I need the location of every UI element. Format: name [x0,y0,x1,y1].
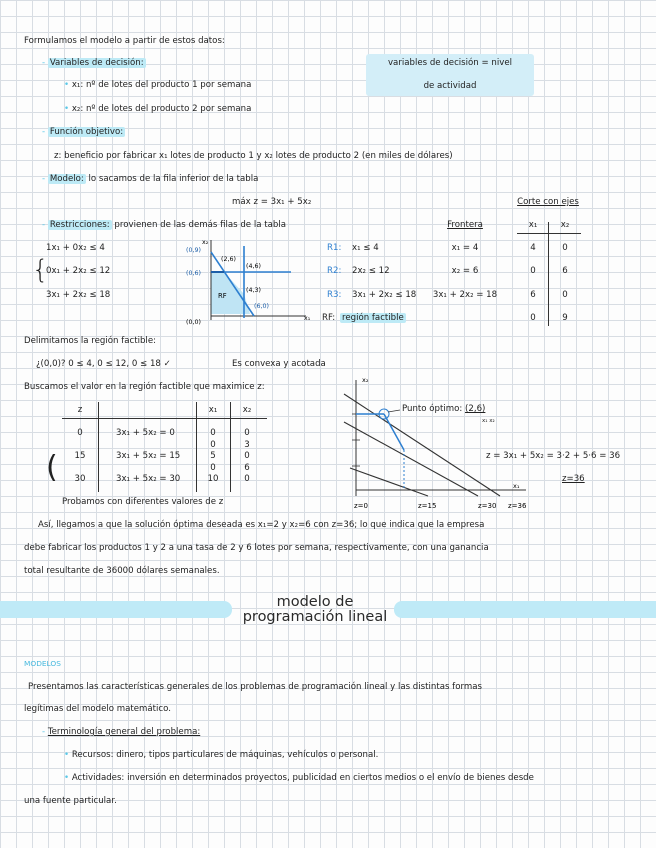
optimal-label-text: Punto óptimo: [402,404,463,414]
rf-text: región factible [342,313,404,323]
feasible-note: Es convexa y acotada [232,359,326,369]
probe-bracket: ( [46,450,58,485]
cuts-header-line [517,233,581,234]
restrictions-brace: { [32,255,49,285]
restriction-3: 3x₁ + 2x₂ ≤ 18 [46,290,111,300]
variable-x2-text: x₂: nº de lotes del producto 2 por semana [71,104,252,114]
variable-x1: • x₁: nº de lotes del producto 1 por semana [64,80,252,90]
z-row-3-x2: 6 0 [244,463,250,484]
r1-label: R1: [327,243,342,253]
z-calc: z = 3x₁ + 5x₂ = 3·2 + 5·6 = 36 [486,451,621,461]
variable-x2: • x₂: nº de lotes del producto 2 por semana [64,104,252,114]
cut-2-x1: 0 [530,266,536,276]
z-label-36: z=36 [508,502,527,510]
feasible-check: ¿(0,0)? 0 ≤ 4, 0 ≤ 12, 0 ≤ 18 ✓ [36,359,171,369]
resources-item: • Recursos: dinero, tipos particulares de máquinas, vehículos o personal. [64,750,379,760]
conclusion-line-2: debe fabricar los productos 1 y 2 a una tasa de 2 y 6 lotes por semana, respectivamente, con una ganancia [24,543,489,553]
z-row-1-x2: 0 [244,428,250,438]
section-title-line-1: modelo de [276,594,354,610]
objective-heading-label: Función objetivo: [49,127,124,137]
activities-item: • Actividades: inversión en determinados proyectos, publicidad en ciertos medios o el envío de bienes desde [64,773,534,783]
x1-col-header: x₁ [208,405,218,415]
point-4-3: (4,3) [246,287,261,294]
z-graph-axis-x1: x₁ [513,482,520,490]
point-4-6: (4,6) [246,263,261,270]
z-lines-graph [330,372,550,512]
z-label-15: z=15 [418,502,437,510]
z-table-vline-3 [230,402,231,492]
x2-col-header: x₂ [242,405,252,415]
models-intro-line-1: Presentamos las características generales de los problemas de programación lineal y las distintas formas [28,682,482,692]
frontier-3: 3x₁ + 2x₂ = 18 [432,290,498,300]
model-heading-label: Modelo: [49,174,84,184]
feasible-heading: Delimitamos la región factible: [24,336,157,346]
z-table-header-line [62,418,267,419]
z-graph-axis-x2: x₂ [362,376,369,384]
cuts-col-x2: x₂ [560,220,570,230]
variables-note-line1: variables de decisión = nivel [387,58,513,68]
restriction-2: 0x₁ + 2x₂ ≤ 12 [46,266,111,276]
z-graph-r3 [384,414,404,450]
section-band-right [394,601,656,618]
cut-1-x1: 4 [530,243,536,253]
z-line-30 [344,422,478,496]
variables-heading: - Variables de decisión: [42,58,144,68]
point-2-6: (2,6) [221,256,236,263]
frontier-2: x₂ = 6 [451,266,479,276]
point-0-6: (0,6) [186,270,201,277]
z-col-header: z [77,405,83,415]
model-heading: - Modelo: lo sacamos de la fila inferior de la tabla [42,174,259,184]
objective-heading: - Función objetivo: [42,127,124,137]
cut-1-x2: 0 [562,243,568,253]
model-text: lo sacamos de la fila inferior de la tabla [88,174,259,184]
z-row-3-z: 30 [74,474,86,484]
frontier-header: Frontera [447,220,483,230]
search-text: Buscamos el valor en la región factible que maximice z: [24,382,265,392]
z-result: z=36 [562,474,585,484]
z-row-1-x1: 0 [210,428,216,438]
r3-text: 3x₁ + 2x₂ ≤ 18 [352,290,417,300]
cut-3-x2: 0 [562,290,568,300]
activities-text: Actividades: inversión en determinados proyectos, publicidad en ciertos medios o el envío de bienes desde [71,773,534,783]
conclusion-line-1: Así, llegamos a que la solución óptima deseada es x₁=2 y x₂=6 con z=36; lo que indica que la empresa [38,520,485,530]
z-label-30: z=30 [478,502,497,510]
cuts-col-x1: x₁ [528,220,538,230]
r2-label: R2: [327,266,342,276]
feasible-region-graph [176,236,316,326]
variables-heading-label: Variables de decisión: [49,58,144,68]
optimal-label [402,404,485,415]
axis-x1-label: x₁ [304,315,311,322]
rf-text-wrap [340,313,406,324]
r1-text: x₁ ≤ 4 [352,243,379,253]
restriction-1: 1x₁ + 0x₂ ≤ 4 [46,243,105,253]
restrictions-text: provienen de las demás filas de la tabla [114,220,286,230]
section-title-line-2: programación lineal [242,609,388,625]
restrictions-heading-label: Restricciones: [49,220,110,230]
cut-4-x1: 0 [530,313,536,323]
conclusion-line-3: total resultante de 36000 dólares semanales. [24,566,220,576]
section-band-left [0,601,232,618]
model-formula: máx z = 3x₁ + 5x₂ [232,197,312,207]
terminology-heading: - Terminología general del problema: [42,727,201,737]
region-label: RF [218,292,227,300]
z-label-0: z=0 [354,502,368,510]
objective-text: z: beneficio por fabricar x₁ lotes de producto 1 y x₂ lotes de producto 2 (en miles de dólares) [54,151,453,161]
point-0-9: (0,9) [186,247,201,254]
resources-text: Recursos: dinero, tipos particulares de máquinas, vehículos o personal. [71,750,379,760]
section-title [200,595,430,625]
r3-label: R3: [327,290,342,300]
cuts-column-line [548,222,549,326]
frontier-1: x₁ = 4 [451,243,479,253]
cut-3-x1: 6 [530,290,536,300]
z-row-1-z: 0 [77,428,83,438]
z-row-3-eq: 3x₁ + 5x₂ = 30 [116,474,181,484]
rf-label: RF: [322,313,336,323]
point-0-0: (0,0) [186,319,201,326]
z-line-15 [350,468,428,496]
z-table-vline-1 [98,402,99,492]
cut-2-x2: 6 [562,266,568,276]
activities-text-line-2: una fuente particular. [24,796,117,806]
probe-text: Probamos con diferentes valores de z [62,497,224,507]
optimal-point: (2,6) [465,404,486,414]
cut-4-x2: 9 [562,313,568,323]
z-row-3-x1: 0 10 [207,463,219,484]
optimal-sub: x₁ x₂ [482,418,495,424]
cuts-header: Corte con ejes [517,197,579,207]
point-6-0: (6,0) [254,303,269,310]
z-table-vline-2 [196,402,197,492]
z-row-2-x2: 3 0 [244,440,250,461]
z-row-1-eq: 3x₁ + 5x₂ = 0 [116,428,175,438]
intro-text: Formulamos el modelo a partir de estos datos: [24,36,225,46]
variable-x1-text: x₁: nº de lotes del producto 1 por semana [71,80,252,90]
z-row-2-x1: 0 5 [210,440,216,461]
axis-x2-label: x₂ [202,239,209,246]
z-row-2-eq: 3x₁ + 5x₂ = 15 [116,451,181,461]
variables-note-line2: de actividad [423,81,477,91]
r2-text: 2x₂ ≤ 12 [352,266,390,276]
models-intro-line-2: legítimas del modelo matemático. [24,704,171,714]
terminology-heading-label: Terminología general del problema: [47,727,201,737]
restrictions-heading: - Restricciones: provienen de las demás filas de la tabla [42,220,286,230]
z-row-2-z: 15 [74,451,86,461]
models-label: MODELOS [24,659,61,668]
